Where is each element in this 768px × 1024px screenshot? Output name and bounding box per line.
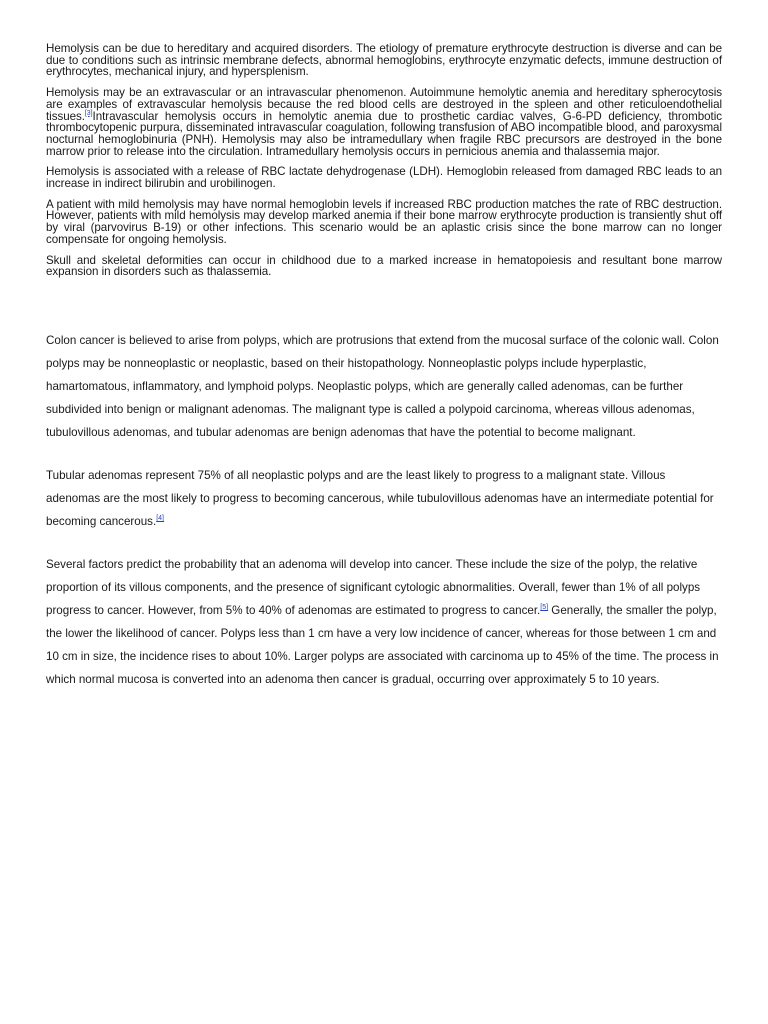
reference-link-3[interactable]: [3] (84, 109, 93, 117)
paragraph-hemolysis-ldh (46, 166, 722, 189)
reference-link-5[interactable]: [5] (540, 604, 549, 612)
paragraph-text: Several factors predict the probability that an adenoma will develop into cancer. These include the size of the polyp, the relative proportion of its villous components, and the presence of significant cytologic abnormalities. Overall, fewer than 1% of all polyps progress to cancer. However, from 5% to 40% of adenomas are estimated to progress to cancer. (46, 557, 701, 617)
paragraph-text: Hemolysis is associated with a release of RBC lactate dehydrogenase (LDH). Hemoglobin released from damaged RBC leads to an increase in indirect bilirubin and urobilinogen. (46, 165, 722, 191)
paragraph-text: Generally, the smaller the polyp, the lower the likelihood of cancer. Polyps less than 1 cm have a very low incidence of cancer, whereas for those between 1 cm and 10 cm in size, the incidence rises to about 10%. Larger polyps are associated with carcinoma up to 45% of the time. The process in which normal mucosa is converted into an adenoma then cancer is gradual, occurring over approximately 5 to 10 years. (46, 603, 719, 686)
hemolysis-section (46, 43, 722, 278)
reference-link-4[interactable]: [4] (156, 515, 164, 523)
paragraph-text: A patient with mild hemolysis may have normal hemoglobin levels if increased RBC production matches the rate of RBC destruction. However, patients with mild hemolysis may develop marked anemia if their bone marrow erythrocyte production is transiently shut off by viral (parvovirus B-19) or other infections. This scenario would be an aplastic crisis since the bone marrow can no longer compensate for ongoing hemolysis. (46, 197, 722, 246)
document-page (46, 43, 722, 711)
paragraph-mild-hemolysis (46, 199, 722, 246)
paragraph-hemolysis-causes (46, 43, 722, 78)
paragraph-text: Hemolysis can be due to hereditary and acquired disorders. The etiology of premature erythrocyte destruction is diverse and can be due to conditions such as intrinsic membrane defects, abnormal hemoglobins, erythrocyte enzymatic defects, immune destruction of erythrocytes, mechanical injury, and hypersplenism. (46, 42, 722, 79)
paragraph-text: Hemolysis may be an extravascular or an intravascular phenomenon. Autoimmune hemolytic anemia and hereditary spherocytosis are examples of extravascular hemolysis because the red blood cells are destroyed in the spleen and other reticuloendothelial tissues. (46, 86, 722, 123)
paragraph-colon-polyps (46, 329, 722, 444)
paragraph-text: Skull and skeletal deformities can occur in childhood due to a marked increase in hematopoiesis and resultant bone marrow expansion in disorders such as thalassemia. (46, 253, 722, 279)
paragraph-skeletal-deformities (46, 255, 722, 278)
paragraph-adenoma-factors (46, 553, 722, 691)
paragraph-text: Tubular adenomas represent 75% of all neoplastic polyps and are the least likely to progress to a malignant state. Villous adenomas are the most likely to progress to becoming cancerous, while tubulovillous adenomas have an intermediate potential for becoming cancerous. (46, 468, 714, 528)
paragraph-tubular-adenomas (46, 464, 722, 533)
colon-cancer-section (46, 329, 722, 691)
paragraph-hemolysis-types (46, 87, 722, 157)
paragraph-text: Intravascular hemolysis occurs in hemolytic anemia due to prosthetic cardiac valves, G-6-PD deficiency, thrombotic thrombocytopenic purpura, disseminated intravascular coagulation, following transfusion of ABO incompatible blood, and paroxysmal nocturnal hemoglobinuria (PNH). Hemolysis may also be intramedullary when fragile RBC precursors are destroyed in the bone marrow prior to release into the circulation. Intramedullary hemolysis occurs in pernicious anemia and thalassemia major. (46, 109, 722, 158)
paragraph-text: Colon cancer is believed to arise from polyps, which are protrusions that extend from the mucosal surface of the colonic wall. Colon polyps may be nonneoplastic or neoplastic, based on their histopathology. Nonneoplastic polyps include hyperplastic, hamartomatous, inflammatory, and lymphoid polyps. Neoplastic polyps, which are generally called adenomas, can be further subdivided into benign or malignant adenomas. The malignant type is called a polypoid carcinoma, whereas villous adenomas, tubulovillous adenomas, and tubular adenomas are benign adenomas that have the potential to become malignant. (46, 333, 719, 439)
